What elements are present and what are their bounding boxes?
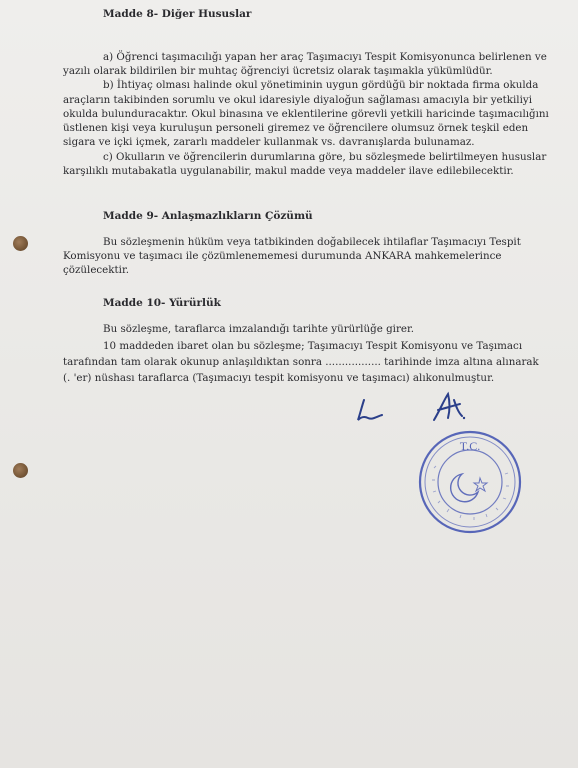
madde-8-line: okulda bulunduracaktır. Okul binasına ve eklentilerine görevli yetkili haricinde taşımacılığını <box>63 108 549 120</box>
madde-8-line: karşılıklı mutabakatla uygulanabilir, makul madde veya maddeler ilave edilebilecektir. <box>63 165 514 177</box>
seal-center-text: T.C. <box>459 439 481 453</box>
official-seal-graphic <box>416 428 524 536</box>
madde-10-line: 10 maddeden ibaret olan bu sözleşme; Taşımacıyı Tespit Komisyonu ve Taşımacı <box>103 340 523 352</box>
madde-9-line: Bu sözleşmenin hüküm veya tatbikinden doğabilecek ihtilaflar Taşımacıyı Tespit <box>103 236 521 248</box>
punch-hole-top <box>13 236 28 251</box>
madde-10-heading: Madde 10- Yürürlük <box>103 297 221 309</box>
madde-8-line: b) İhtiyaç olması halinde okul yönetiminin uygun gördüğü bir noktada firma okulda <box>103 79 539 91</box>
madde-9-line: Komisyonu ve taşımacı ile çözümlenememesi durumunda ANKARA mahkemelerince <box>63 250 502 262</box>
madde-10-line: tarafından tam olarak okunup anlaşıldıktan sonra ................. tarihinde imza altına alınarak <box>63 356 539 368</box>
punch-hole-bottom <box>13 463 28 478</box>
madde-8-line: c) Okulların ve öğrencilerin durumlarına göre, bu sözleşmede belirtilmeyen hususlar <box>103 151 547 163</box>
madde-8-line: a) Öğrenci taşımacılığı yapan her araç Taşımacıyı Tespit Komisyonunca belirlenen ve <box>103 51 547 63</box>
madde-9-line: çözülecektir. <box>63 264 130 276</box>
madde-10-line: (. 'er) nüshası taraflarca (Taşımacıyı tespit komisyonu ve taşımacı) alıkonulmuştur. <box>63 372 495 384</box>
madde-8-line: araçların takibinden sorumlu ve okul idaresiyle diyaloğun sağlaması amacıyla bir yetkiliyi <box>63 94 532 106</box>
official-seal <box>416 428 524 536</box>
madde-8-line: yazılı olarak bildirilen bir muhtaç öğrenciyi ücretsiz olarak taşımakla yükümlüdür. <box>63 65 493 77</box>
signature-mark-right <box>428 390 468 424</box>
madde-9-heading: Madde 9- Anlaşmazlıkların Çözümü <box>103 210 313 222</box>
madde-8-heading: Madde 8- Diğer Hususlar <box>103 8 252 20</box>
signature-mark-left <box>352 396 392 426</box>
madde-8-line: sigara ve içki içmek, zararlı maddeler kullanmak vs. davranışlarda bulunamaz. <box>63 136 475 148</box>
madde-8-line: üstlenen kişi veya kuruluşun personeli giremez ve öğrencilere olumsuz örnek teşkil eden <box>63 122 529 134</box>
madde-10-line: Bu sözleşme, taraflarca imzalandığı tarihte yürürlüğe girer. <box>103 323 415 335</box>
